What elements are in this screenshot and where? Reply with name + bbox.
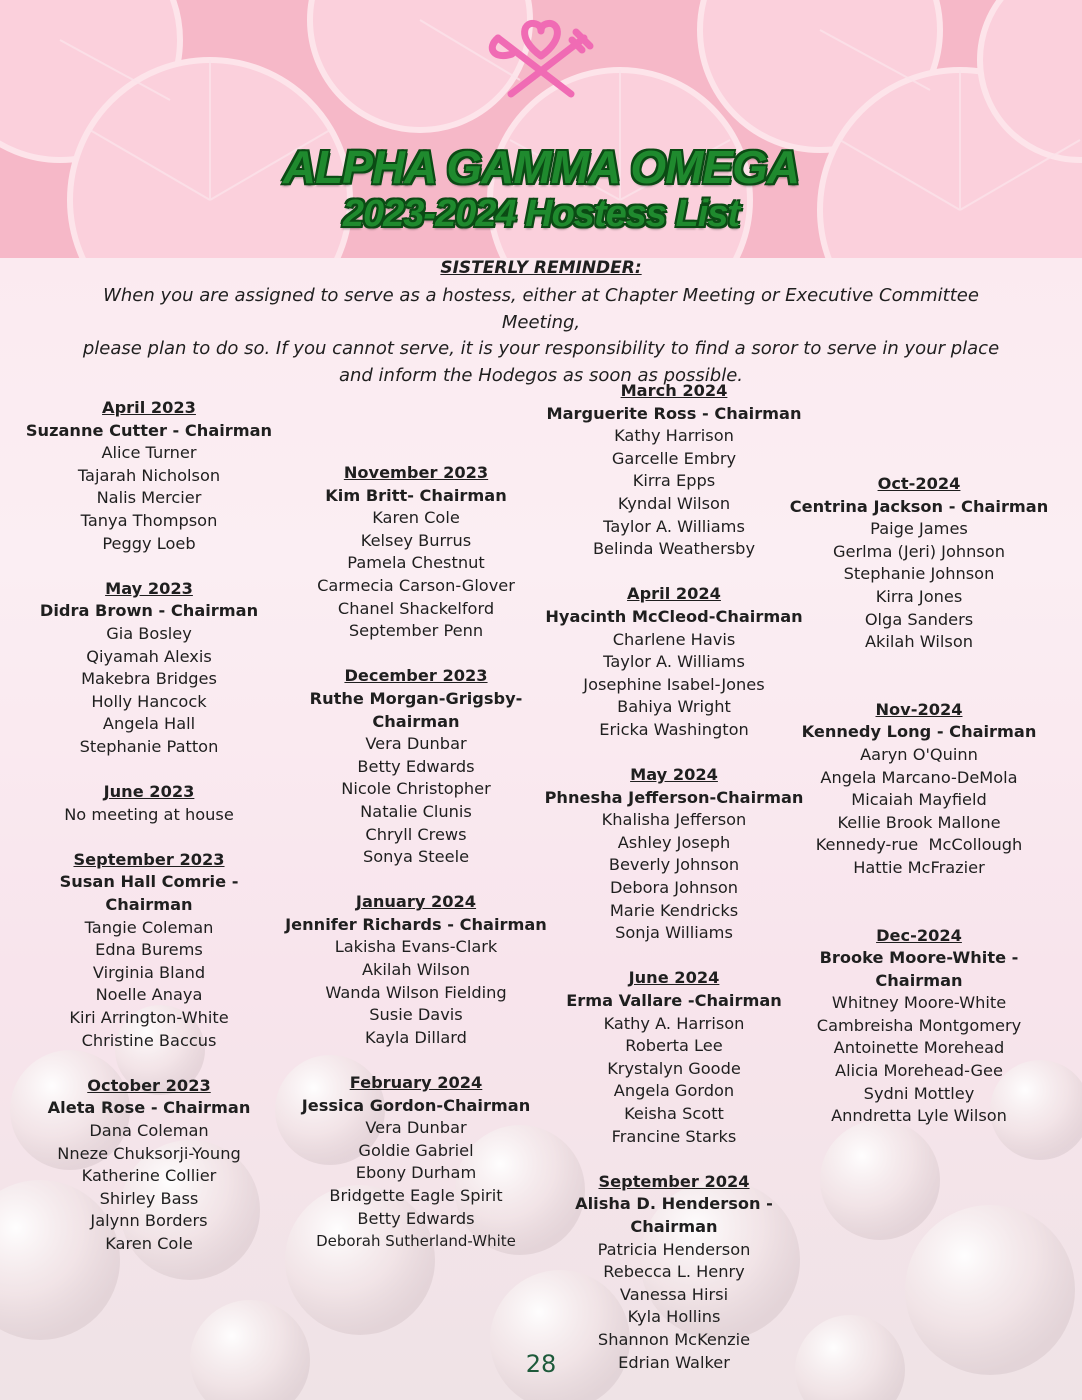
member: Belinda Weathersby [592, 539, 756, 559]
month-group [271, 891, 561, 1049]
member: Kyla Hollins [627, 1307, 721, 1327]
member: Alicia Morehead-Gee [835, 1061, 1003, 1081]
member: Whitney Moore-White [831, 993, 1007, 1013]
member: Francine Starks [611, 1126, 737, 1146]
chairman: Didra Brown - Chairman [39, 601, 259, 621]
member: Shirley Bass [99, 1188, 199, 1208]
member: Kelsey Burrus [360, 530, 472, 550]
page-title: ALPHA GAMMA OMEGA [282, 141, 800, 193]
month-group [271, 462, 561, 643]
member: Garcelle Embry [611, 448, 737, 468]
member: Ashley Joseph [617, 832, 731, 852]
member: Debora Johnson [609, 878, 739, 898]
member: Christine Baccus [81, 1030, 217, 1050]
chairman: Kennedy Long - Chairman [801, 722, 1037, 742]
member: Keisha Scott [624, 1104, 724, 1123]
reminder-text [80, 283, 1002, 389]
member: Katherine Collier [81, 1166, 217, 1186]
member: Cambreisha Montgomery [816, 1015, 1022, 1035]
chairman: Alisha D. Henderson - Chairman [575, 1194, 773, 1236]
member: Stephanie Patton [79, 736, 219, 756]
member: Akilah Wilson [361, 960, 470, 980]
chairman: Susan Hall Comrie - Chairman [59, 872, 239, 915]
chairman: Brooke Moore-White - Chairman [819, 948, 1019, 990]
hostess-column-4 [778, 473, 1060, 1150]
member: Makebra Bridges [81, 669, 217, 689]
member: Kyndal Wilson [617, 493, 731, 513]
chairman: Centrina Jackson - Chairman [789, 496, 1049, 516]
member: September Penn [348, 621, 484, 641]
member: Taylor A. Williams [603, 652, 745, 672]
member: Dana Coleman [89, 1121, 209, 1140]
hostess-column-1 [19, 397, 279, 1278]
member: Kirra Jones [875, 586, 963, 606]
month-group [778, 925, 1060, 1128]
member: Kennedy-rue McCollough [815, 835, 1023, 855]
page-subtitle: 2023-2024 Hostess List [342, 193, 740, 235]
member: Antoinette Morehead [833, 1038, 1005, 1058]
month-group [530, 583, 818, 741]
month-group [530, 380, 818, 561]
member: Karen Cole [372, 508, 460, 528]
member: Virginia Bland [92, 962, 206, 982]
member: Tajarah Nicholson [77, 465, 221, 485]
member: Olga Sanders [864, 609, 974, 629]
month-group [271, 665, 561, 868]
member: Betty Edwards [357, 756, 475, 776]
member: Chanel Shackelford [337, 598, 495, 618]
member: Charlene Havis [612, 629, 736, 649]
member: Akilah Wilson [864, 632, 973, 652]
month-heading: February 2024 [349, 1073, 483, 1093]
member: Nalis Mercier [96, 488, 202, 508]
member: Pamela Chestnut [347, 553, 485, 573]
member: Kirra Epps [632, 471, 716, 491]
chairman: Phnesha Jefferson-Chairman [544, 787, 804, 807]
member: Natalie Clunis [360, 801, 472, 821]
member: Noelle Anaya [95, 985, 203, 1005]
month-heading: April 2023 [102, 398, 196, 417]
chairman: Aleta Rose - Chairman [47, 1098, 251, 1118]
hostess-column-3 [530, 380, 818, 1397]
member: Shannon McKenzie [597, 1329, 751, 1349]
reminder-line: and inform the Hodegos as soon as possible. [338, 364, 744, 386]
member: Gia Bosley [106, 623, 192, 643]
member: Alice Turner [101, 443, 197, 463]
month-heading: December 2023 [344, 666, 488, 686]
page-number: 28 [525, 1350, 557, 1378]
heart-fork-knife-icon [476, 18, 606, 100]
header-banner [0, 0, 1082, 258]
member: Vera Dunbar [365, 734, 467, 754]
member: Hattie McFrazier [853, 857, 985, 877]
member: Kathy Harrison [614, 426, 734, 446]
month-heading: October 2023 [87, 1075, 211, 1095]
month-group [271, 1072, 561, 1253]
month-heading: Dec-2024 [876, 925, 962, 945]
member: Chryll Crews [365, 824, 467, 844]
month-heading: May 2024 [630, 765, 718, 785]
member: Qiyamah Alexis [86, 646, 212, 666]
member: No meeting at house [64, 804, 234, 824]
member: Sonya Steele [362, 847, 470, 867]
chairman: Hyacinth McCleod-Chairman [545, 606, 803, 626]
member: Patricia Henderson [597, 1239, 751, 1259]
month-heading: May 2023 [105, 578, 193, 598]
month-group [778, 699, 1060, 880]
chairman: Marguerite Ross - Chairman [546, 403, 802, 423]
member: Stephanie Johnson [843, 564, 995, 584]
member: Anndretta Lyle Wilson [831, 1106, 1007, 1126]
member: Aaryn O'Quinn [860, 744, 978, 764]
member: Bahiya Wright [617, 697, 731, 717]
chairman: Erma Vallare -Chairman [566, 991, 782, 1011]
member: Angela Hall [102, 714, 196, 734]
month-heading: January 2024 [355, 892, 477, 912]
month-group [19, 781, 279, 826]
member: Peggy Loeb [102, 533, 196, 553]
chairman: Kim Britt- Chairman [325, 485, 507, 505]
member: Krystalyn Goode [607, 1058, 741, 1078]
member: Susie Davis [369, 1005, 463, 1025]
member: Kellie Brook Mallone [837, 812, 1001, 832]
member: Gerlma (Jeri) Johnson [833, 541, 1005, 561]
member: Vanessa Hirsi [619, 1284, 729, 1304]
member: Sonja Williams [615, 923, 733, 943]
member: Micaiah Mayfield [851, 790, 987, 810]
member: Angela Marcano-DeMola [820, 767, 1018, 787]
month-group [530, 1171, 818, 1374]
member: Nneze Chuksorji-Young [57, 1143, 241, 1163]
member: Carmecia Carson-Glover [317, 575, 515, 595]
member: Bridgette Eagle Spirit [329, 1186, 503, 1205]
month-heading: June 2023 [103, 782, 195, 802]
month-heading: June 2024 [628, 968, 720, 988]
member: Deborah Sutherland-White [316, 1232, 516, 1251]
member: Roberta Lee [625, 1036, 723, 1056]
member: Betty Edwards [357, 1208, 475, 1228]
chairman: Jessica Gordon-Chairman [301, 1095, 531, 1115]
member: Paige James [870, 519, 968, 539]
member: Jalynn Borders [90, 1211, 208, 1231]
reminder-line: When you are assigned to serve as a hostess, either at Chapter Meeting or Executive Committee Meeting, [103, 285, 979, 333]
member: Marie Kendricks [609, 900, 739, 920]
member: Angela Gordon [613, 1081, 735, 1101]
member: Kiri Arrington-White [69, 1008, 229, 1028]
member: Nicole Christopher [341, 779, 491, 799]
month-heading: September 2023 [73, 849, 225, 869]
reminder-line: please plan to do so. If you cannot serve, it is your responsibility to find a soror to serve in your place [82, 338, 1000, 359]
member: Tanya Thompson [80, 510, 218, 530]
member: Holly Hancock [91, 691, 207, 711]
month-group [19, 849, 279, 1052]
member: Ebony Durham [355, 1163, 477, 1183]
month-group [778, 473, 1060, 654]
month-group [19, 1075, 279, 1256]
month-group [19, 578, 279, 759]
member: Khalisha Jefferson [601, 810, 747, 830]
member: Karen Cole [105, 1233, 193, 1253]
month-group [530, 764, 818, 945]
month-heading: Oct-2024 [877, 474, 961, 493]
member: Kathy A. Harrison [603, 1013, 745, 1033]
member: Taylor A. Williams [603, 516, 745, 536]
member: Sydni Mottley [863, 1083, 975, 1103]
member: Josephine Isabel-Jones [583, 674, 765, 694]
member: Vera Dunbar [365, 1118, 467, 1138]
member: Wanda Wilson Fielding [325, 982, 507, 1002]
member: Beverly Johnson [608, 855, 740, 875]
member: Lakisha Evans-Clark [334, 937, 498, 957]
month-heading: November 2023 [343, 463, 489, 482]
month-group [530, 967, 818, 1148]
hostess-column-2 [271, 462, 561, 1275]
member: Rebecca L. Henry [603, 1262, 745, 1282]
member: Edna Burems [95, 940, 203, 960]
month-heading: Nov-2024 [875, 699, 963, 719]
month-heading: March 2024 [620, 381, 728, 400]
chairman: Suzanne Cutter - Chairman [25, 420, 273, 440]
member: Ericka Washington [599, 719, 749, 739]
month-heading: April 2024 [627, 584, 721, 604]
month-heading: September 2024 [598, 1171, 750, 1191]
chairman: Ruthe Morgan-Grigsby-Chairman [309, 688, 523, 731]
member: Goldie Gabriel [358, 1140, 474, 1160]
chairman: Jennifer Richards - Chairman [285, 914, 547, 934]
member: Tangie Coleman [84, 917, 214, 937]
reminder-heading: SISTERLY REMINDER: [440, 258, 642, 278]
member: Kayla Dillard [365, 1027, 467, 1047]
member: Edrian Walker [618, 1352, 730, 1372]
month-group [19, 397, 279, 555]
